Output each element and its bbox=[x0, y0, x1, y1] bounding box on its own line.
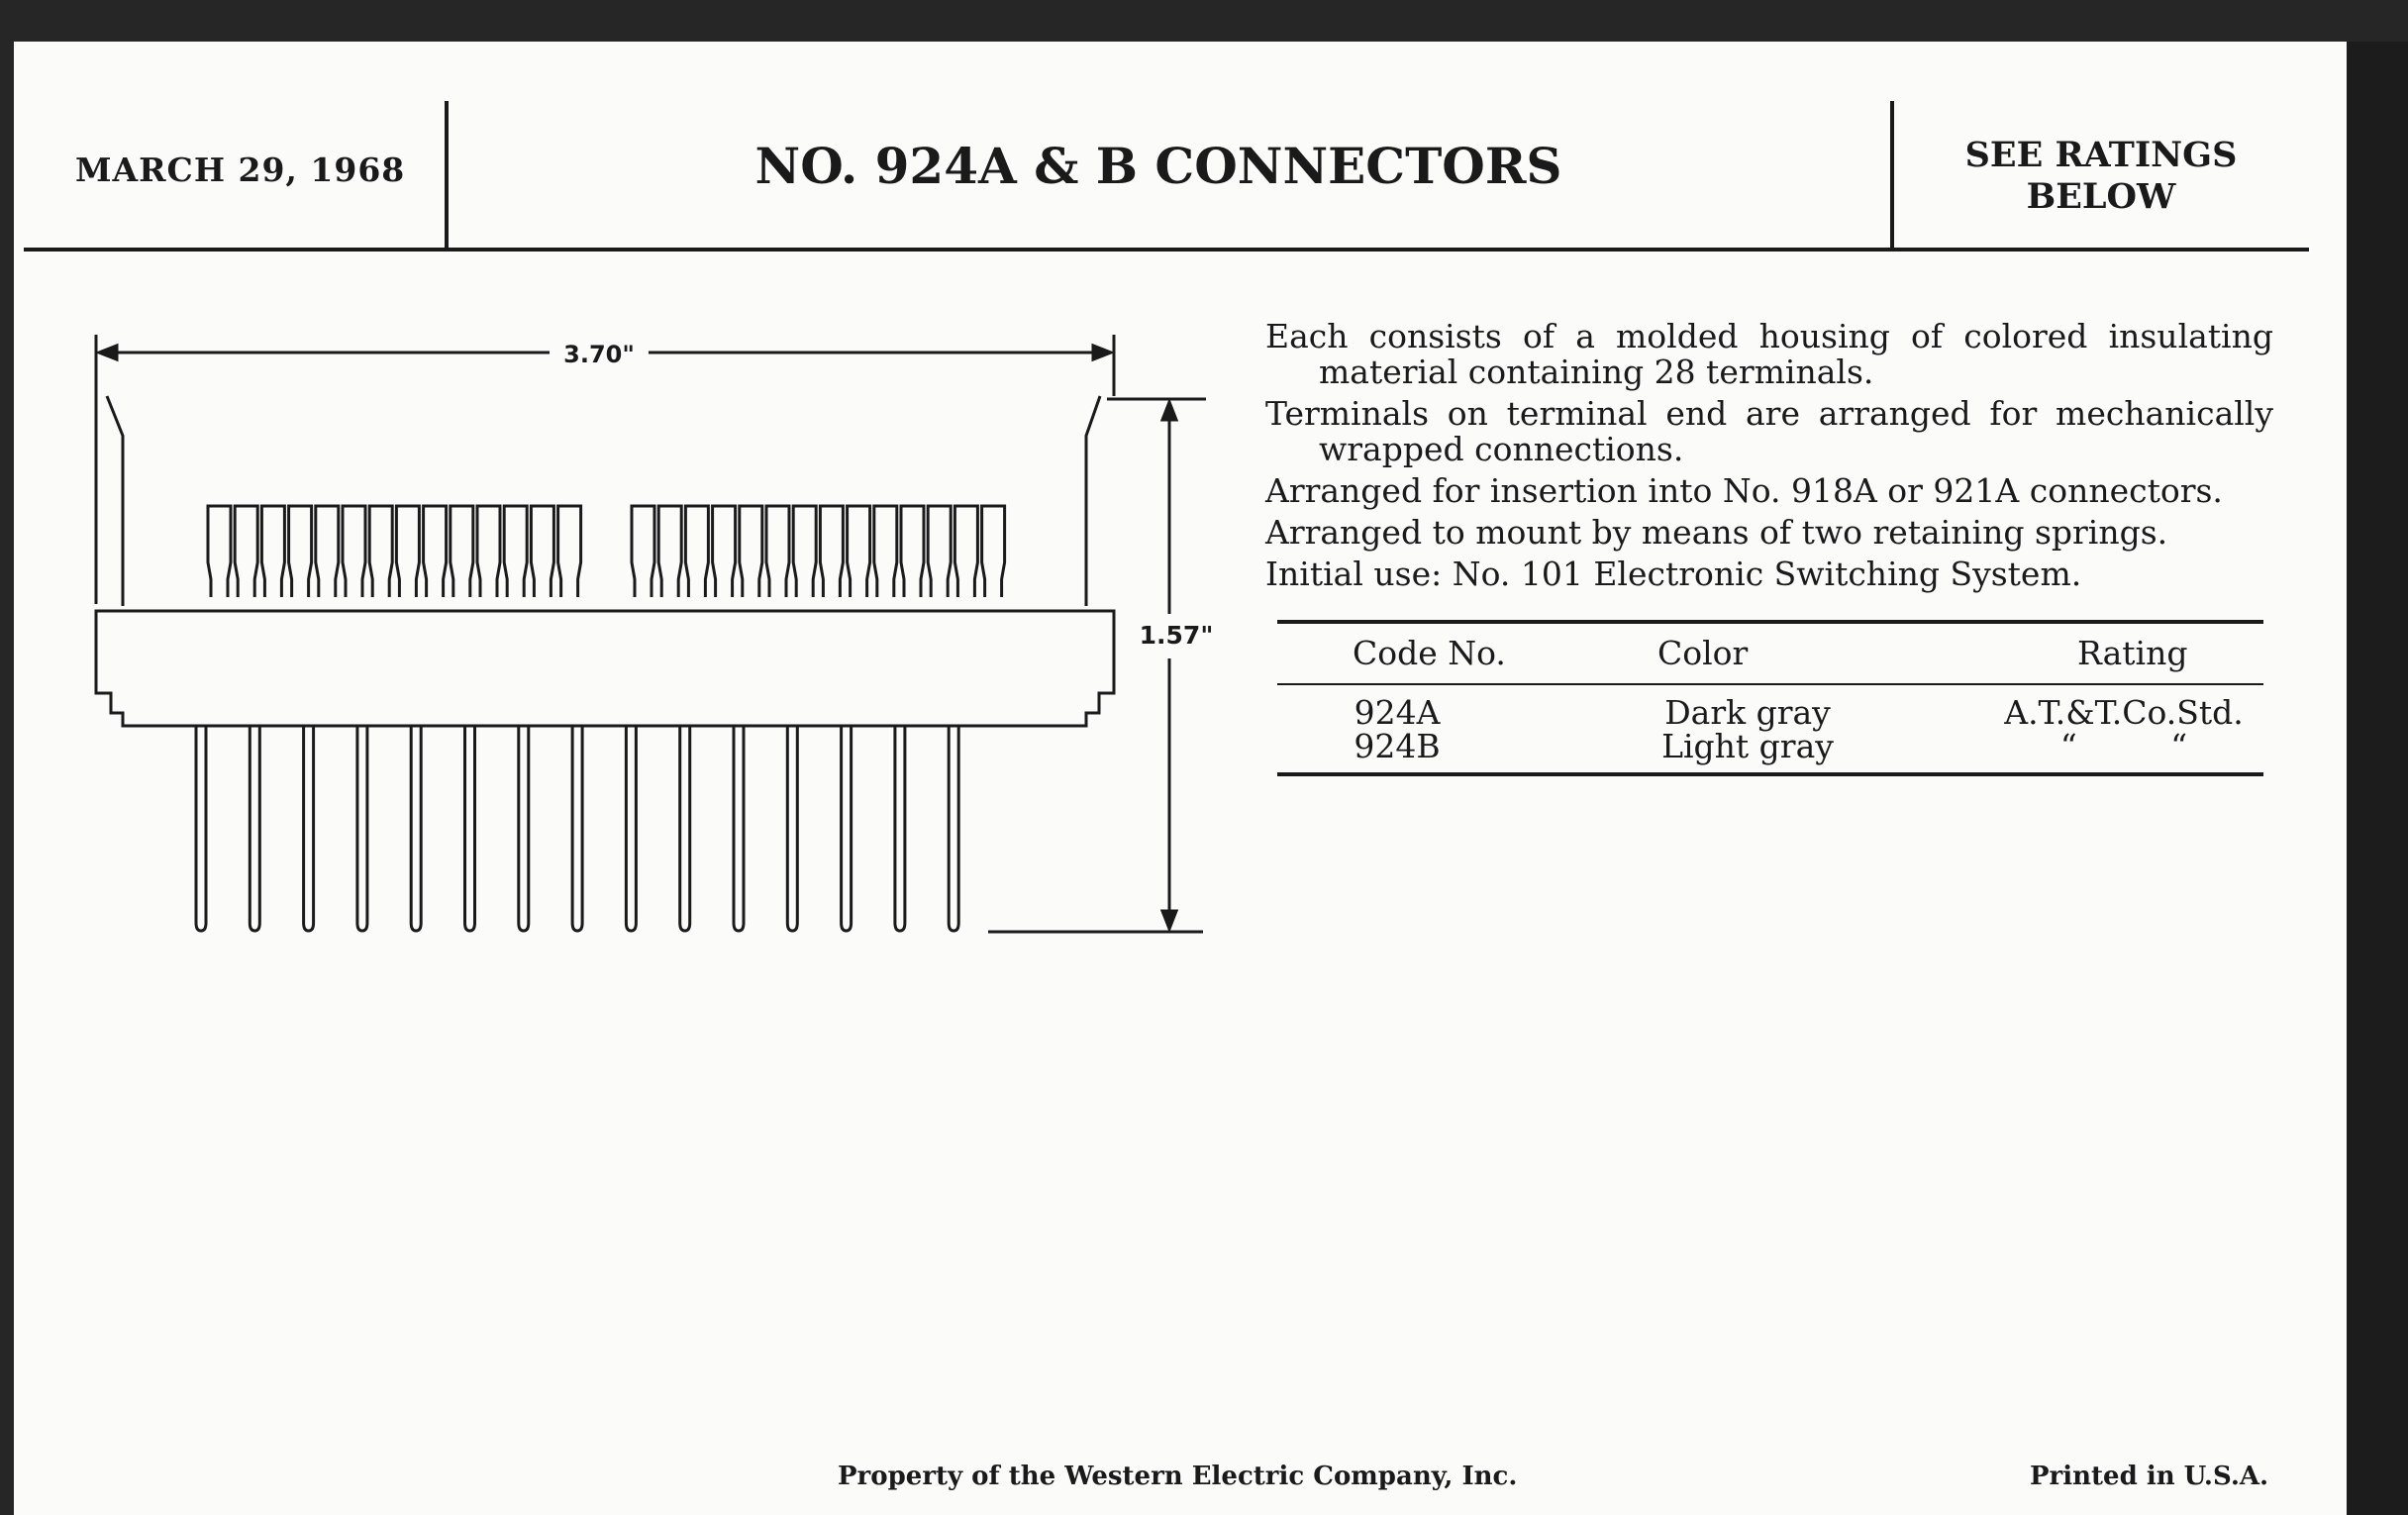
contact-terminal bbox=[504, 506, 527, 597]
cell-code: 924B bbox=[1354, 727, 1441, 765]
footer-printed: Printed in U.S.A. bbox=[2030, 1462, 2269, 1491]
contact-terminal bbox=[982, 506, 1005, 597]
wrap-pin bbox=[626, 726, 636, 931]
wrap-pin bbox=[196, 726, 206, 931]
retaining-spring-left bbox=[107, 396, 123, 606]
contact-terminal bbox=[632, 506, 654, 597]
contact-terminal bbox=[208, 506, 231, 597]
page-title: NO. 924A & B CONNECTORS bbox=[754, 137, 1562, 195]
table-row bbox=[1277, 693, 2263, 732]
contact-terminal bbox=[424, 506, 447, 597]
wrap-pin bbox=[842, 726, 852, 931]
description-line: Initial use: No. 101 Electronic Switching System. bbox=[1265, 555, 2082, 593]
column-header-rating: Rating bbox=[2077, 634, 2188, 672]
width-arrow-left bbox=[99, 346, 117, 359]
footer-property: Property of the Western Electric Company, Inc. bbox=[838, 1462, 1518, 1491]
contact-terminal bbox=[713, 506, 736, 597]
contact-terminal bbox=[820, 506, 843, 597]
table-top-rule bbox=[1277, 620, 2263, 624]
contact-terminal bbox=[451, 506, 473, 597]
height-arrow-bottom bbox=[1162, 911, 1176, 929]
document-date: MARCH 29, 1968 bbox=[75, 151, 406, 189]
contact-terminal bbox=[954, 506, 977, 597]
description bbox=[1265, 319, 2273, 598]
contact-terminal bbox=[558, 506, 581, 597]
height-dimension-label: 1.57" bbox=[1139, 621, 1214, 650]
wrap-pin bbox=[465, 726, 475, 931]
contact-terminal bbox=[685, 506, 708, 597]
ratings-note bbox=[1893, 135, 2309, 218]
wrap-pin bbox=[250, 726, 259, 931]
contact-terminal bbox=[740, 506, 762, 597]
wrap-pin bbox=[572, 726, 582, 931]
contact-terminal bbox=[396, 506, 419, 597]
contact-terminal bbox=[658, 506, 681, 597]
connector-drawing bbox=[0, 0, 1248, 970]
wrap-pin bbox=[411, 726, 421, 931]
connector-housing bbox=[96, 611, 1114, 726]
table-row bbox=[1277, 727, 2263, 765]
retaining-spring-right bbox=[1086, 396, 1100, 606]
height-arrow-top bbox=[1162, 402, 1176, 420]
contact-terminal bbox=[928, 506, 951, 597]
contact-terminal bbox=[343, 506, 365, 597]
wrap-pin bbox=[304, 726, 314, 931]
wrap-pin bbox=[519, 726, 529, 931]
contact-terminal bbox=[793, 506, 816, 597]
contact-terminal bbox=[235, 506, 257, 597]
wrap-pin bbox=[895, 726, 905, 931]
contact-group bbox=[208, 506, 1005, 597]
contact-terminal bbox=[289, 506, 312, 597]
column-header-color: Color bbox=[1657, 634, 1749, 672]
description-line: Each consists of a molded housing of colored insulating material containing 28 terminals. bbox=[1265, 317, 2273, 391]
contact-terminal bbox=[766, 506, 789, 597]
description-line: Arranged to mount by means of two retaining springs. bbox=[1265, 513, 2168, 552]
wrap-pin-group bbox=[196, 726, 958, 931]
cell-color: Dark gray bbox=[1664, 693, 1831, 732]
contact-terminal bbox=[261, 506, 284, 597]
width-arrow-right bbox=[1093, 346, 1111, 359]
width-dimension-label: 3.70" bbox=[563, 341, 635, 368]
ratings-note-line1: SEE RATINGS bbox=[1964, 135, 2238, 175]
contact-terminal bbox=[477, 506, 500, 597]
description-line: Terminals on terminal end are arranged for mechanically wrapped connections. bbox=[1265, 394, 2273, 468]
wrap-pin bbox=[734, 726, 744, 931]
contact-terminal bbox=[848, 506, 870, 597]
cell-rating: “ “ bbox=[2059, 727, 2188, 765]
column-header-code: Code No. bbox=[1353, 634, 1506, 672]
wrap-pin bbox=[949, 726, 958, 931]
contact-terminal bbox=[316, 506, 339, 597]
wrap-pin bbox=[680, 726, 690, 931]
description-line: Arranged for insertion into No. 918A or 921A connectors. bbox=[1265, 471, 2223, 510]
contact-terminal bbox=[901, 506, 924, 597]
contact-terminal bbox=[531, 506, 553, 597]
cell-color: Light gray bbox=[1661, 727, 1834, 765]
cell-code: 924A bbox=[1354, 693, 1441, 732]
wrap-pin bbox=[787, 726, 797, 931]
contact-terminal bbox=[369, 506, 392, 597]
cell-rating: A.T.&T.Co.Std. bbox=[2004, 693, 2244, 732]
ratings-note-line2: BELOW bbox=[2026, 176, 2176, 217]
table-bottom-rule bbox=[1277, 772, 2263, 776]
table-header-row bbox=[1277, 634, 2263, 673]
table-header-rule bbox=[1277, 683, 2263, 685]
scan-edge bbox=[2347, 42, 2408, 1515]
contact-terminal bbox=[874, 506, 897, 597]
wrap-pin bbox=[357, 726, 367, 931]
